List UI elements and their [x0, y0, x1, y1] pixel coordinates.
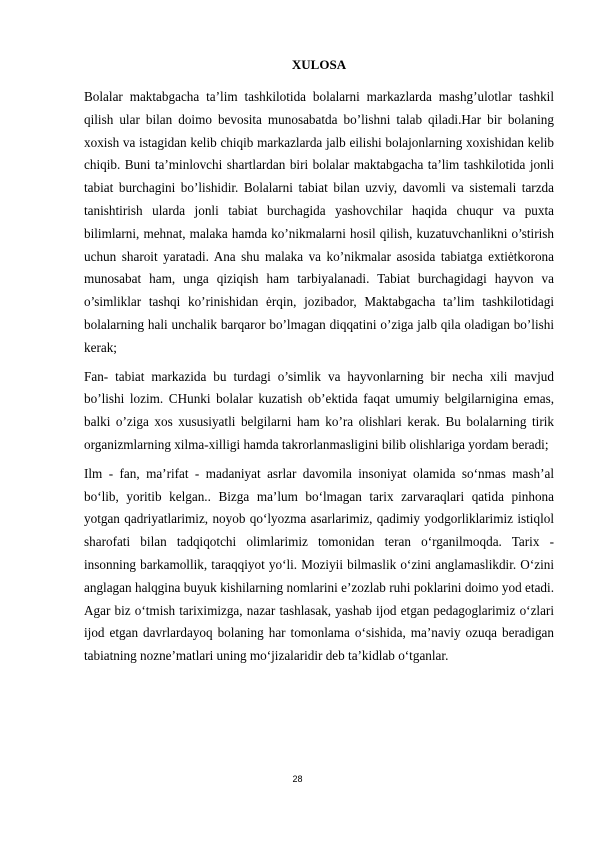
paragraph-1: Bolalar maktabgacha ta’lim tashkilotida bolalarni markazlarda mashg’ulotlar tashkil qilish ular bilan doimo bevosita munosabatda bo’lishni talab qiladi.Har bir bolaning xoxish va istagidan kelib chiqib markazlarda jalb eilishi bolajonlarning xoxishidan kelib chiqib. Buni ta’minlovchi shartlardan biri bolalar maktabgacha ta’lim tashkilotida jonli tabiat burchagini bo’lishidir. Bolalarni tabiat bilan uzviy, davomli va sistemali tarzda tanishtirish ularda jonli tabiat burchagida yashovchilar haqida chuqur va puxta bilimlarni, mehnat, malaka hamda ko’nikmalarni hosil qilish, kuzatuvchanlikni o’stirish uchun sharoit yaratadi. Ana shu malaka va ko’nikmalar asosida tabiatga extiėtkorona munosabat ham, unga qiziqish ham tarbiyalanadi. Tabiat burchagidagi hayvon va o’simliklar tashqi ko’rinishidan ėrqin, jozibador, Maktabgacha ta’lim tashkilotidagi bolalarning hali unchalik barqaror bo’lmagan diqqatini o’ziga jalb qila oladigan bo’lishi kerak;	[84, 89, 554, 355]
document-title: XULOSA	[291, 57, 347, 72]
paragraph-3: Ilm - fan, ma’rifat - madaniyat asrlar davomila insoniyat olamida so‘nmas mash’al bo‘lib, yoritib kelgan.. Bizga ma’lum bo‘lmagan tarix zarvaraqlari qatida pinhona yotgan qadriyatlarimiz, noyob qo‘lyozma asarlarimiz, qadimiy yodgorliklarimiz istiqlol sharofati bilan tadqiqotchi olimlarimiz tomonidan teran o‘rganilmoqda. Tarix - insonning barkamollik, taraqqiyot yo‘li. Moziyii bilmaslik o‘zini anglamaslikdir. O‘zini anglagan halqgina buyuk kishilarning nomlarini e’zozlab ruhi poklarini doimo yod etadi. Agar biz o‘tmish tariximizga, nazar tashlasak, yashab ijod etgan pedagoglarimiz o‘zlari ijod etgan davrlardayoq bolaning har tomonlama o‘sishida, ma’naviy ozuqa beradigan tabiatning nozne’matlari uning mo‘jizalaridir deb ta’kidlab o‘tganlar.	[84, 465, 554, 664]
page-number: 28	[292, 774, 303, 784]
paragraph-2: Fan- tabiat markazida bu turdagi o’simlik va hayvonlarning bir necha xili mavjud bo’lishi lozim. CHunki bolalar kuzatish ob’ektida faqat umumiy belgilarnigina emas, balki o’ziga xos xususiyatli belgilarni ham ko’ra olishlari kerak. Bu bolalarning tirik organizmlarning xilma-xilligi hamda takrorlanmasligini bilib olishlariga yordam beradi;	[84, 368, 554, 452]
document-body	[84, 55, 554, 674]
